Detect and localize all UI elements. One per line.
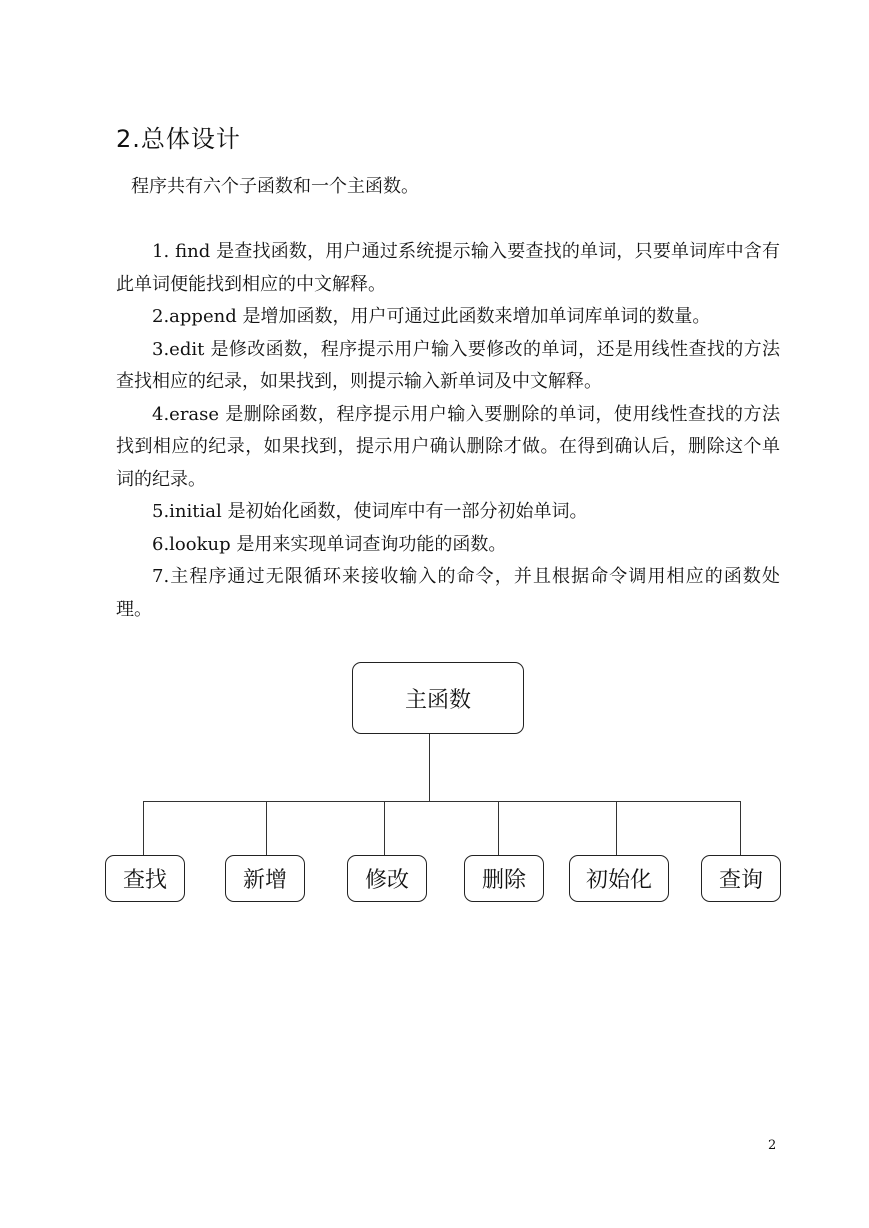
list-item-append: 2.append 是增加函数，用户可通过此函数来增加单词库单词的数量。 bbox=[152, 306, 711, 327]
diagram-child-initial: 初始化 bbox=[569, 855, 669, 902]
page-number: 2 bbox=[768, 1138, 777, 1153]
diagram-branch-connector bbox=[740, 801, 741, 855]
intro-paragraph: 程序共有六个子函数和一个主函数。 bbox=[131, 176, 419, 197]
list-item-main: 7.主程序通过无限循环来接收输入的命令，并且根据命令调用相应的函数处理。 bbox=[116, 566, 780, 620]
diagram-branch-connector bbox=[143, 801, 144, 855]
diagram-branch-connector bbox=[384, 801, 385, 855]
diagram-child-lookup: 查询 bbox=[701, 855, 781, 902]
diagram-horizontal-bus bbox=[143, 801, 741, 802]
section-heading: 2.总体设计 bbox=[116, 125, 241, 153]
diagram-child-find: 查找 bbox=[105, 855, 185, 902]
function-list bbox=[116, 236, 780, 626]
function-structure-diagram bbox=[0, 650, 869, 920]
list-item-lookup: 6.lookup 是用来实现单词查询功能的函数。 bbox=[152, 533, 507, 555]
diagram-branch-connector bbox=[266, 801, 267, 855]
list-item-find: 1. find 是查找函数，用户通过系统提示输入要查找的单词，只要单词库中含有此单词便能找到相应的中文解释。 bbox=[116, 241, 780, 295]
diagram-child-append: 新增 bbox=[225, 855, 305, 902]
diagram-branch-connector bbox=[498, 801, 499, 855]
list-item-initial: 5.initial 是初始化函数，使词库中有一部分初始单词。 bbox=[152, 501, 588, 522]
list-item-erase: 4.erase 是删除函数，程序提示用户输入要删除的单词，使用线性查找的方法找到相应的纪录，如果找到，提示用户确认删除才做。在得到确认后，删除这个单词的纪录。 bbox=[116, 403, 780, 490]
list-item-edit: 3.edit 是修改函数，程序提示用户输入要修改的单词，还是用线性查找的方法查找相应的纪录，如果找到，则提示输入新单词及中文解释。 bbox=[116, 338, 780, 392]
diagram-root-box: 主函数 bbox=[352, 662, 524, 734]
diagram-child-edit: 修改 bbox=[347, 855, 427, 902]
diagram-child-erase: 删除 bbox=[464, 855, 544, 902]
diagram-branch-connector bbox=[616, 801, 617, 855]
diagram-root-connector bbox=[429, 734, 430, 801]
